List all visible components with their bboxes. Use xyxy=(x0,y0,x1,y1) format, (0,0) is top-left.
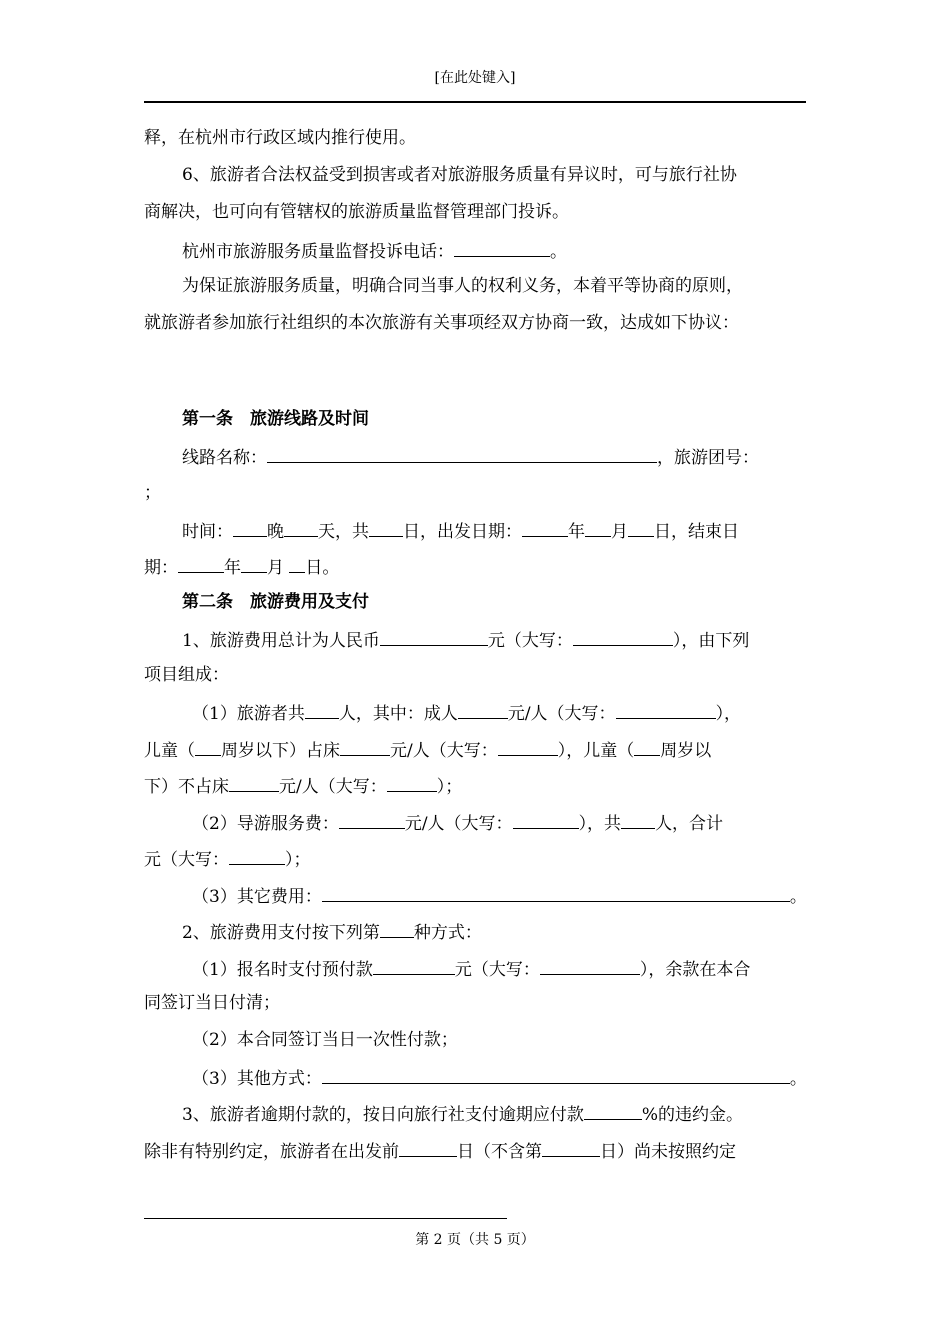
child-nobed-words-blank[interactable] xyxy=(387,774,437,792)
other-fee-line: （3）其它费用： 。 xyxy=(192,884,808,907)
guide-count-blank[interactable] xyxy=(621,811,655,829)
text-line: 就旅游者参加旅行社组织的本次旅游有关事项经双方协商一致，达成如下协议： xyxy=(144,313,739,333)
header-rule xyxy=(144,101,806,103)
fee-total-words-blank[interactable] xyxy=(573,628,673,646)
semicolon-line: ； xyxy=(144,483,161,503)
child-nobed-fee-blank[interactable] xyxy=(229,774,279,792)
fee-total-blank[interactable] xyxy=(380,628,488,646)
guide-fee-blank[interactable] xyxy=(339,811,405,829)
end-date-line: 期： 年 月 日。 xyxy=(144,555,808,578)
phone-blank[interactable] xyxy=(454,239,550,257)
nights-blank[interactable] xyxy=(233,519,267,537)
guide-total-line: 元（大写： ）； xyxy=(144,847,808,870)
guide-fee-line: （2）导游服务费： 元/人（大写： ），共 人，合计 xyxy=(192,811,808,834)
text-line: 商解决，也可向有管辖权的旅游质量监督管理部门投诉。 xyxy=(144,202,569,222)
adult-fee-blank[interactable] xyxy=(458,701,508,719)
page-number: 第 2 页（共 5 页） xyxy=(415,1232,535,1248)
prepay-line: （1）报名时支付预付款 元（大写： ），余款在本合 xyxy=(192,957,808,980)
article-1-title: 第一条 旅游线路及时间 xyxy=(182,409,369,429)
page-header: [在此处键入] xyxy=(434,70,516,86)
child-bed-line: 儿童（ 周岁以下）占床 元/人（大写： ），儿童（ 周岁以 xyxy=(144,738,808,761)
complaint-phone-line: 杭州市旅游服务质量监督投诉电话： 。 xyxy=(182,239,808,262)
prepay-blank[interactable] xyxy=(373,957,455,975)
child-age-blank[interactable] xyxy=(195,738,221,756)
other-method-line: （3）其他方式： 。 xyxy=(192,1066,808,1089)
tourist-count-blank[interactable] xyxy=(305,701,339,719)
child-bed-fee-blank[interactable] xyxy=(340,738,390,756)
text-line: （2）本合同签订当日一次性付款； xyxy=(192,1030,458,1050)
article-2-title: 第二条 旅游费用及支付 xyxy=(182,592,369,612)
start-year-blank[interactable] xyxy=(522,519,568,537)
route-name-blank[interactable] xyxy=(267,445,657,463)
penalty-rate-blank[interactable] xyxy=(584,1102,642,1120)
text-line: 6、旅游者合法权益受到损害或者对旅游服务质量有异议时，可与旅行社协 xyxy=(182,165,737,185)
child-age-2-blank[interactable] xyxy=(634,738,660,756)
footer-rule xyxy=(144,1218,507,1219)
end-month-blank[interactable] xyxy=(241,555,267,573)
guide-fee-words-blank[interactable] xyxy=(513,811,579,829)
tourist-count-line: （1）旅游者共 人，其中：成人 元/人（大写： ）， xyxy=(192,701,808,724)
child-bed-words-blank[interactable] xyxy=(498,738,558,756)
prepay-words-blank[interactable] xyxy=(540,957,640,975)
child-nobed-line: 下）不占床 元/人（大写： ）； xyxy=(144,774,808,797)
text-line: 项目组成： xyxy=(144,665,229,685)
text-line: 同签订当日付清； xyxy=(144,993,280,1013)
text-line: 释，在杭州市行政区域内推行使用。 xyxy=(144,128,416,148)
start-day-blank[interactable] xyxy=(628,519,654,537)
days-blank[interactable] xyxy=(284,519,318,537)
days-before-blank[interactable] xyxy=(399,1139,457,1157)
other-method-blank[interactable] xyxy=(322,1066,790,1084)
time-line: 时间： 晚 天，共 日，出发日期： 年 月 日，结束日 xyxy=(182,519,808,542)
text-line: 为保证旅游服务质量，明确合同当事人的权利义务，本着平等协商的原则， xyxy=(182,276,743,296)
days-exclusive-blank[interactable] xyxy=(542,1139,600,1157)
late-payment-line: 3、旅游者逾期付款的，按日向旅行社支付逾期应付款 %的违约金。 xyxy=(182,1102,808,1125)
other-fee-blank[interactable] xyxy=(322,884,790,902)
start-month-blank[interactable] xyxy=(585,519,611,537)
end-year-blank[interactable] xyxy=(178,555,224,573)
departure-payment-line: 除非有特别约定，旅游者在出发前 日（不含第 日）尚未按照约定 xyxy=(144,1139,808,1162)
adult-fee-words-blank[interactable] xyxy=(616,701,716,719)
end-day-blank[interactable] xyxy=(289,555,305,573)
payment-method-line: 2、旅游费用支付按下列第 种方式： xyxy=(182,920,808,943)
payment-method-blank[interactable] xyxy=(380,920,414,938)
route-line: 线路名称： ，旅游团号： xyxy=(182,445,808,468)
total-days-blank[interactable] xyxy=(369,519,403,537)
fee-total-line: 1、旅游费用总计为人民币 元（大写： ），由下列 xyxy=(182,628,808,651)
guide-total-words-blank[interactable] xyxy=(229,847,285,865)
